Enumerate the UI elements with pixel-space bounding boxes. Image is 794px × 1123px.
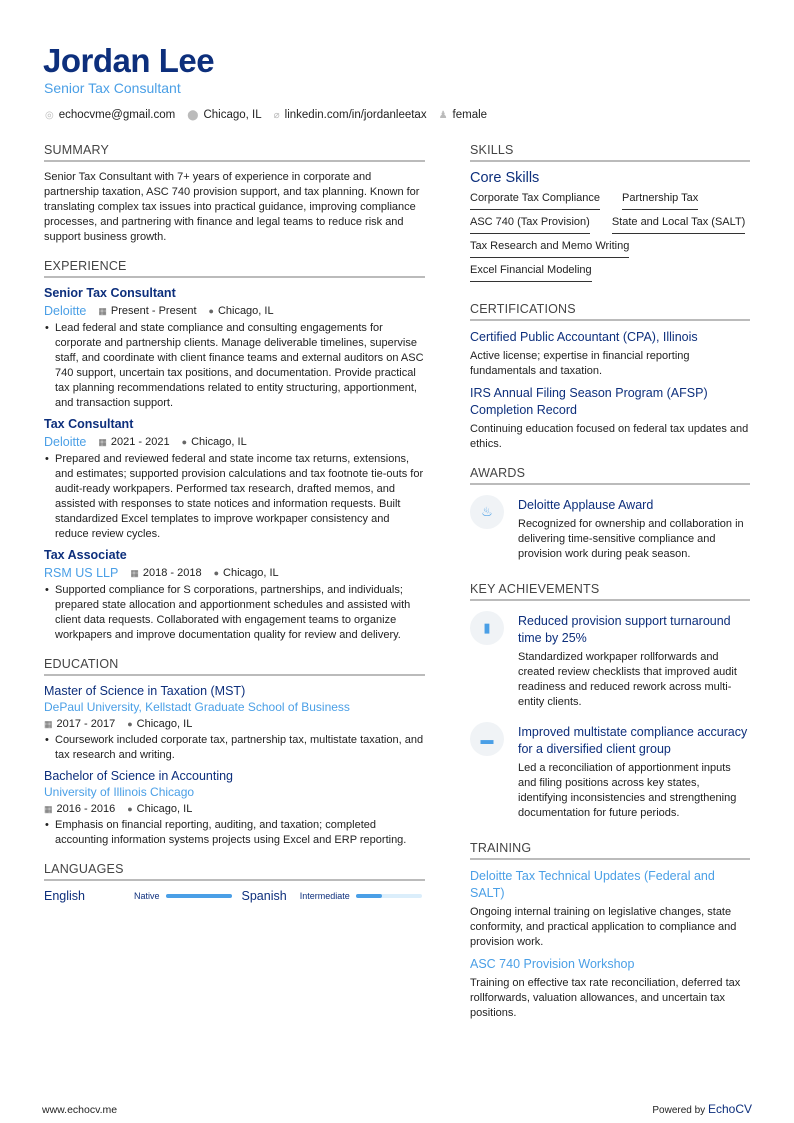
calendar-icon: ▦ — [44, 719, 53, 729]
candidate-name: Jordan Lee — [43, 42, 215, 79]
cert-title: IRS Annual Filing Season Program (AFSP) Completion Record — [470, 386, 708, 417]
edu-bullet: • Emphasis on financial reporting, auditing, and taxation; completed accounting information systems projects using Excel and ERP reporting. — [44, 818, 425, 848]
training-title: ASC 740 Provision Workshop — [470, 957, 635, 971]
dates: 2018 - 2018 — [142, 567, 202, 579]
training-item — [470, 868, 750, 950]
degree: Master of Science in Taxation (MST) — [44, 684, 246, 698]
item-title: Reduced provision support turnaround time by 25% — [518, 614, 731, 645]
awards-item — [470, 493, 750, 568]
job-location: Chicago, IL — [191, 436, 247, 448]
linkedin[interactable]: linkedin.com/in/jordanleetax — [284, 109, 427, 121]
education-section — [44, 657, 425, 848]
job-role: Senior Tax Consultant — [44, 286, 176, 300]
language-level: Intermediate — [299, 891, 350, 901]
job-bullet: • Lead federal and state compliance and consulting engagements for corporate and partnership clients. Manage deliverable timelines, supervise staff, and coordinate with client finance teams and external auditors on ASC 740 support, uncertain tax positions, and documentation. Provide practical tax planning recommendations related to entity structuring, apportionment, and transaction support. — [44, 321, 425, 411]
cake-icon: ♨ — [470, 495, 504, 529]
location-icon: ● — [208, 306, 214, 316]
cert-desc: Active license; expertise in financial reporting fundamentals and taxation. — [470, 350, 690, 377]
training-desc: Ongoing internal training on legislative changes, state conformity, and practical application to compliance and provision work. — [470, 906, 737, 948]
footer-powered — [652, 1102, 752, 1116]
cert-title: Certified Public Accountant (CPA), Illinois — [470, 330, 698, 344]
dates: 2016 - 2016 — [56, 803, 116, 815]
skills-section — [470, 143, 750, 288]
job-entry — [44, 548, 425, 643]
section-heading: EXPERIENCE — [44, 259, 425, 278]
certifications-section — [470, 302, 750, 452]
summary-section — [44, 143, 425, 245]
location-icon: ● — [127, 719, 133, 729]
section-heading: EDUCATION — [44, 657, 425, 676]
summary-text: Senior Tax Consultant with 7+ years of experience in corporate and partnership taxation, ASC 740 provision support, and tax planning. Known for translating complex tax issues into practical guidance, improving compliance processes, and partnering with finance and legal teams to reduce risk and support business growth. — [44, 171, 420, 243]
languages-section — [44, 862, 425, 903]
gender: female — [452, 109, 488, 121]
certification — [470, 385, 750, 452]
calendar-icon: ▦ — [98, 437, 107, 447]
school: DePaul University, Kellstadt Graduate School of Business — [44, 700, 350, 714]
skill-tag: Excel Financial Modeling — [470, 264, 592, 282]
section-heading: SUMMARY — [44, 143, 425, 162]
candidate-title: Senior Tax Consultant — [44, 80, 181, 96]
item-title: Deloitte Applause Award — [518, 498, 654, 512]
calendar-icon: ▦ — [44, 804, 53, 814]
skill-tag: ASC 740 (Tax Provision) — [470, 216, 590, 234]
dates: 2017 - 2017 — [56, 718, 116, 730]
job-entry — [44, 286, 425, 411]
education-entry — [44, 769, 425, 848]
language-name: English — [44, 889, 85, 903]
edu-bullet: • Coursework included corporate tax, partnership tax, multistate taxation, and tax research and writing. — [44, 733, 425, 763]
user-icon: ♟ — [438, 110, 448, 121]
section-heading: CERTIFICATIONS — [470, 302, 750, 321]
training-section — [470, 841, 750, 1021]
achievements-section — [470, 582, 750, 827]
email[interactable]: echocvme@gmail.com — [58, 109, 176, 121]
achievements-item — [470, 720, 750, 827]
location-icon: ⬤ — [187, 110, 199, 121]
achievements-item — [470, 609, 750, 716]
section-heading: TRAINING — [470, 841, 750, 860]
battery-icon: ▬ — [470, 722, 504, 756]
edu-location: Chicago, IL — [136, 718, 193, 730]
job-location: Chicago, IL — [223, 567, 279, 579]
certification — [470, 329, 750, 379]
education-entry — [44, 684, 425, 763]
school: University of Illinois Chicago — [44, 785, 195, 799]
section-heading: KEY ACHIEVEMENTS — [470, 582, 750, 601]
company: RSM US LLP — [44, 566, 119, 580]
cert-desc: Continuing education focused on federal tax updates and ethics. — [470, 423, 749, 450]
location-icon: ● — [127, 804, 133, 814]
training-item — [470, 956, 750, 1021]
skill-tag: Tax Research and Memo Writing — [470, 240, 629, 258]
skills-title: Core Skills — [470, 170, 540, 186]
job-role: Tax Consultant — [44, 417, 134, 431]
section-heading: SKILLS — [470, 143, 750, 162]
language-name: Spanish — [241, 889, 287, 903]
skill-tag: State and Local Tax (SALT) — [612, 216, 746, 234]
file-icon: ▮ — [470, 611, 504, 645]
training-desc: Training on effective tax rate reconciliation, deferred tax rollforwards, valuation allowances, and uncertain tax positions. — [470, 977, 741, 1019]
section-heading: LANGUAGES — [44, 862, 425, 881]
item-desc: Led a reconciliation of apportionment inputs and filing positions across key states, identifying inconsistencies and strengthening documentation for future periods. — [518, 762, 737, 819]
at-icon: ◎ — [45, 110, 54, 121]
skill-tag: Partnership Tax — [622, 192, 698, 210]
job-bullet: • Supported compliance for S corporations, partnerships, and individuals; prepared state allocation and apportionment schedules and assisted with client data requests. Collaborated with engagement teams to organize workpapers and improve documentation quality for review and delivery. — [44, 583, 425, 643]
training-title: Deloitte Tax Technical Updates (Federal and SALT) — [470, 869, 715, 900]
section-heading: AWARDS — [470, 466, 750, 485]
company: Deloitte — [44, 435, 87, 449]
brand: EchoCV — [707, 1102, 752, 1116]
job-bullet: • Prepared and reviewed federal and state income tax returns, extensions, and estimates; supported provision calculations and tax footnote tie-outs for audit-ready workpapers. Performed tax research, drafted memos, and assisted with responses to state notices and information requests. Built standardized Excel templates to improve workpaper consistency and reduce review cycles. — [44, 452, 425, 542]
language-list — [44, 889, 425, 903]
link-icon: ⌀ — [273, 110, 280, 121]
awards-section — [470, 466, 750, 568]
edu-location: Chicago, IL — [136, 803, 193, 815]
job-role: Tax Associate — [44, 548, 127, 562]
powered-label: Powered by — [652, 1105, 706, 1116]
location-icon: ● — [213, 568, 220, 578]
dates: Present - Present — [110, 305, 197, 317]
location-icon: ● — [181, 437, 188, 447]
company: Deloitte — [44, 304, 87, 318]
item-desc: Standardized workpaper rollforwards and created review checklists that improved audit readiness and reduced rework across multi-entity clients. — [518, 651, 737, 708]
dates: 2021 - 2021 — [110, 436, 170, 448]
degree: Bachelor of Science in Accounting — [44, 769, 234, 783]
proficiency-bar — [356, 894, 422, 898]
skill-tag: Corporate Tax Compliance — [470, 192, 600, 210]
calendar-icon: ▦ — [98, 306, 107, 316]
job-entry — [44, 417, 425, 542]
language-level: Native — [134, 891, 160, 901]
location: Chicago, IL — [203, 109, 262, 121]
item-desc: Recognized for ownership and collaboration in delivering time-sensitive compliance and provision work during peak season. — [518, 518, 744, 560]
proficiency-bar — [166, 894, 232, 898]
contact-bar — [45, 109, 487, 121]
experience-section — [44, 259, 425, 643]
job-location: Chicago, IL — [217, 305, 274, 317]
calendar-icon: ▦ — [130, 568, 139, 578]
item-title: Improved multistate compliance accuracy for a diversified client group — [518, 725, 748, 756]
footer-site[interactable]: www.echocv.me — [42, 1104, 118, 1116]
